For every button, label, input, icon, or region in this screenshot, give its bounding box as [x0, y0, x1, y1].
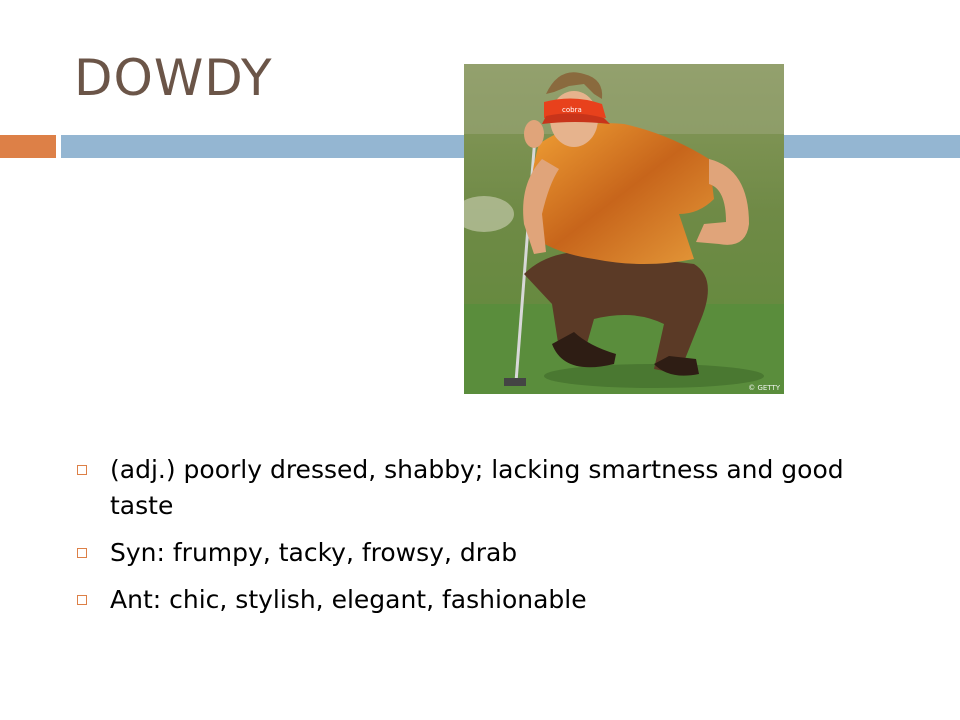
bullet-item-antonyms: [74, 582, 894, 618]
bullet-item-definition: [74, 452, 894, 524]
hollow-square-icon: [77, 465, 87, 475]
golfer-photo: [464, 64, 784, 394]
bullet-item-synonyms: [74, 535, 894, 571]
photo-credit: © GETTY: [748, 384, 780, 392]
bullet-text: Ant: chic, stylish, elegant, fashionable: [110, 585, 587, 614]
visor-logo: cobra: [562, 106, 582, 114]
accent-bar-orange: [0, 135, 56, 158]
bullet-text: (adj.) poorly dressed, shabby; lacking smartness and good taste: [110, 455, 844, 520]
bullet-text: Syn: frumpy, tacky, frowsy, drab: [110, 538, 518, 567]
slide-title: DOWDY: [74, 49, 273, 107]
hollow-square-icon: [77, 548, 87, 558]
bullet-list: [74, 452, 894, 629]
golfer-illustration: [464, 64, 784, 394]
hollow-square-icon: [77, 595, 87, 605]
